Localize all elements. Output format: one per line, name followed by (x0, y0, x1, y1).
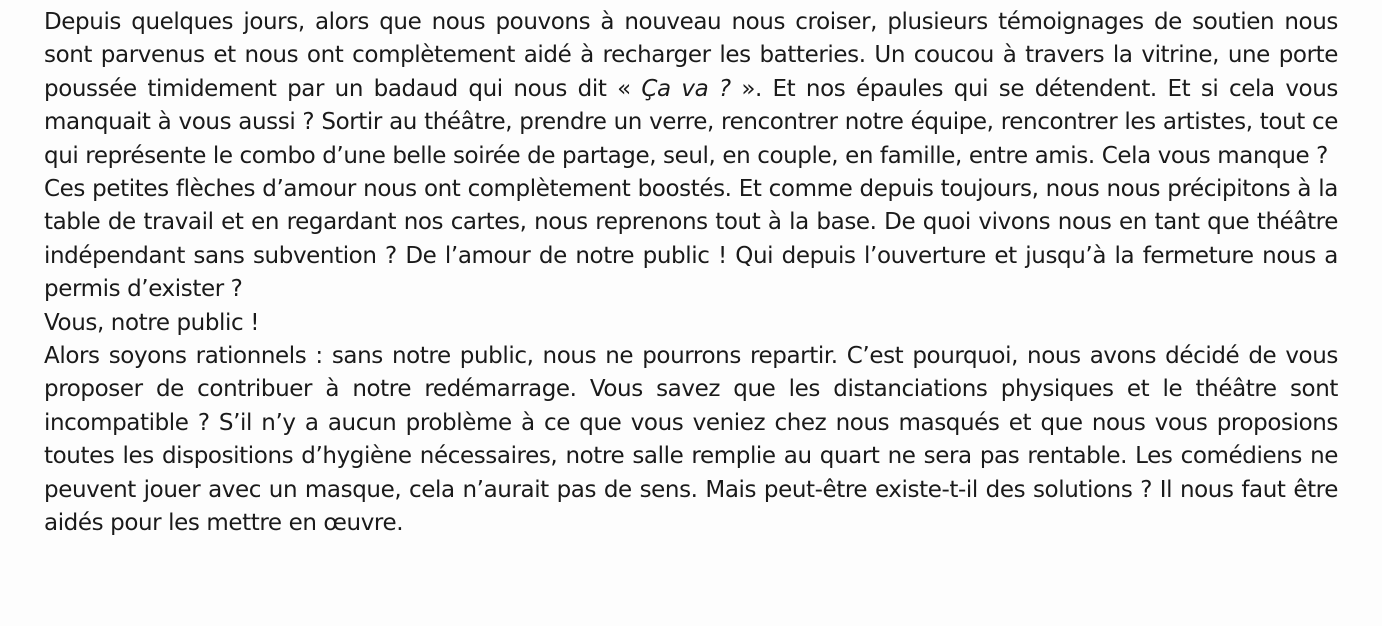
article-body (44, 6, 1338, 541)
paragraph-2: Ces petites flèches d’amour nous ont complètement boostés. Et comme depuis toujours, nous nous précipitons à la table de travail et en regardant nos cartes, nous reprenons tout à la base. De quoi vivons nous en tant que théâtre indépendant sans subvention ? De l’amour de notre public ! Qui depuis l’ouverture et jusqu’à la fermeture nous a permis d’exister ? (44, 176, 1338, 303)
paragraph-1-text-after: ». Et nos épaules qui se détendent. Et si cela vous manquait à vous aussi ? Sortir au théâtre, prendre un verre, rencontrer notre équipe, rencontrer les artistes, tout ce qui représente le combo d’une belle soirée de partage, seul, en couple, en famille, entre amis. Cela vous manque ? (44, 75, 1338, 169)
paragraph-1-text-before: Depuis quelques jours, alors que nous pouvons à nouveau nous croiser, plusieurs témoignages de soutien nous sont parvenus et nous ont complètement aidé à recharger les batteries. Un coucou à travers la vitrine, une porte poussée timidement par un badaud qui nous dit « (44, 9, 1338, 102)
paragraph-1-quote: Ça va ? (641, 75, 731, 102)
paragraph-1 (44, 6, 1338, 173)
paragraph-3: Vous, notre public ! (44, 309, 260, 336)
paragraph-4: Alors soyons rationnels : sans notre public, nous ne pourrons repartir. C’est pourquoi, nous avons décidé de vous proposer de contribuer à notre redémarrage. Vous savez que les distanciations physiques et le théâtre sont incompatible ? S’il n’y a aucun problème à ce que vous veniez chez nous masqués et que nous vous proposions toutes les dispositions d’hygiène nécessaires, notre salle remplie au quart ne sera pas rentable. Les comédiens ne peuvent jouer avec un masque, cela n’aurait pas de sens. Mais peut-être existe-t-il des solutions ? Il nous faut être aidés pour les mettre en œuvre. (44, 343, 1338, 537)
